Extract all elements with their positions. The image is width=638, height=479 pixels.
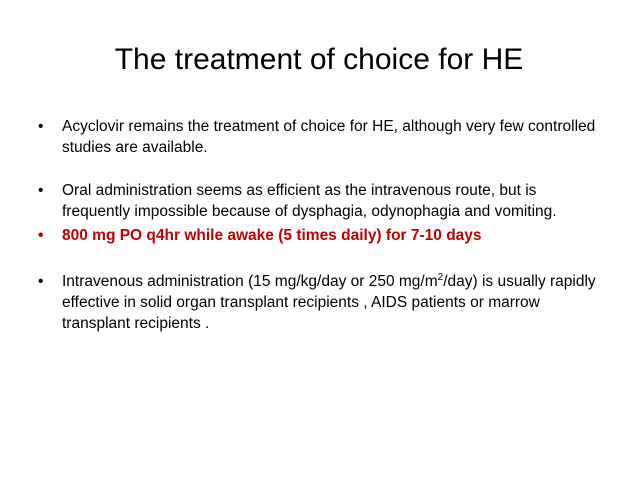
bullet-item-intravenous — [38, 271, 608, 334]
bullet-text — [62, 273, 596, 332]
bullet-icon: • — [38, 227, 44, 244]
bullet-icon: • — [38, 118, 44, 135]
slide-title: The treatment of choice for HE — [114, 43, 524, 76]
superscript: 2 — [437, 271, 444, 283]
bullet-text: Oral administration seems as efficient as the intravenous route, but is frequently impossible because of dysphagia, odynophagia and vomiting. — [62, 182, 557, 220]
bullet-text-part: /day) is usually rapidly effective in solid organ transplant recipients , AIDS patients or marrow transplant recipients . — [62, 273, 596, 332]
bullet-list — [38, 116, 608, 334]
bullet-icon: • — [38, 273, 44, 290]
bullet-text: Acyclovir remains the treatment of choice for HE, although very few controlled studies are available. — [62, 118, 596, 156]
bullet-item-oral-administration — [38, 180, 608, 222]
bullet-text: 800 mg PO q4hr while awake (5 times daily) for 7-10 days — [62, 227, 482, 244]
bullet-text-part: Intravenous administration (15 mg/kg/day or 250 mg/m — [62, 273, 438, 290]
bullet-icon: • — [38, 182, 44, 199]
bullet-item-oral-dosage — [38, 225, 608, 246]
bullet-item-acyclovir — [38, 116, 608, 158]
